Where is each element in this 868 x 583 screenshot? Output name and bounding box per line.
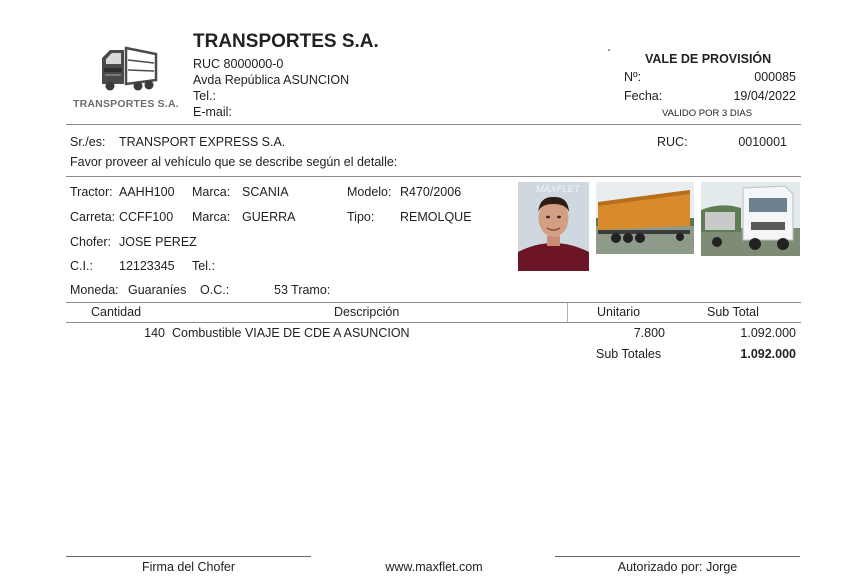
id-value: 12123345 (119, 259, 175, 273)
corner-mark (608, 49, 610, 51)
col-header-qty: Cantidad (91, 305, 142, 319)
voucher-number-label: Nº: (624, 70, 642, 84)
table-header-border (66, 322, 801, 323)
row-qty: 140 (144, 326, 165, 340)
logo-caption: TRANSPORTES S.A. (73, 98, 179, 110)
voucher-number: 000085 (754, 70, 796, 84)
row-desc: Combustible VIAJE DE CDE A ASUNCION (172, 326, 410, 340)
voucher-validity: VALIDO POR 3 DIAS (662, 108, 753, 119)
currency-value: Guaraníes (128, 283, 187, 297)
id-label: C.I.: (70, 259, 93, 273)
company-address: Avda República ASUNCION (193, 73, 350, 87)
website-link[interactable]: www.maxflet.com (385, 560, 483, 574)
row-subtotal: 1.092.000 (740, 326, 796, 340)
trailer-label: Carreta: (70, 210, 116, 224)
driver-signature-label: Firma del Chofer (141, 560, 236, 574)
oc-label: O.C.: (200, 283, 230, 297)
company-name: TRANSPORTES S.A. (193, 31, 379, 52)
type-label: Tipo: (347, 210, 375, 224)
totals-label: Sub Totales (596, 347, 662, 361)
request-text: Favor proveer al vehículo que se describe según el detalle: (70, 155, 398, 169)
voucher-title: VALE DE PROVISIÓN (645, 52, 772, 66)
model-value: R470/2006 (400, 185, 462, 199)
voucher-date-label: Fecha: (624, 89, 663, 103)
route-label: 53 Tramo: (274, 283, 331, 297)
authorized-signature-line (555, 556, 800, 557)
currency-label: Moneda: (70, 283, 119, 297)
model-label: Modelo: (347, 185, 392, 199)
tractor-label: Tractor: (70, 185, 113, 199)
row-unit: 7.800 (633, 326, 665, 340)
table-column-separator (567, 303, 568, 322)
authorized-label: Autorizado por: Jorge (617, 560, 738, 574)
voucher-date: 19/04/2022 (733, 89, 796, 103)
driver-tel-label: Tel.: (192, 259, 215, 273)
trailer-brand-value: GUERRA (242, 210, 296, 224)
header-divider (66, 124, 801, 125)
table-top-border (66, 302, 801, 303)
totals-value: 1.092.000 (740, 347, 796, 361)
type-value: REMOLQUE (400, 210, 472, 224)
col-header-desc: Descripción (334, 305, 400, 319)
company-ruc: RUC 8000000-0 (193, 57, 284, 71)
tractor-brand-value: SCANIA (242, 185, 289, 199)
recipient-ruc: 0010001 (738, 135, 787, 149)
driver-photo (518, 182, 589, 271)
company-phone-label: Tel.: (193, 89, 216, 103)
col-header-unit: Unitario (597, 305, 641, 319)
truck-photo (701, 182, 800, 256)
driver-label: Chofer: (70, 235, 111, 249)
recipient-label: Sr./es: (70, 135, 106, 149)
trailer-photo (596, 182, 694, 254)
company-logo (96, 44, 160, 92)
trailer-value: CCFF100 (119, 210, 174, 224)
driver-value: JOSE PEREZ (119, 235, 197, 249)
driver-signature-line (66, 556, 311, 557)
truck-icon (96, 44, 160, 92)
photo-watermark: MAXFLET (536, 184, 580, 195)
tractor-brand-label: Marca: (192, 185, 231, 199)
company-email-label: E-mail: (193, 105, 232, 119)
recipient-name: TRANSPORT EXPRESS S.A. (119, 135, 286, 149)
recipient-divider (66, 176, 801, 177)
tractor-value: AAHH100 (119, 185, 175, 199)
trailer-brand-label: Marca: (192, 210, 231, 224)
col-header-subtotal: Sub Total (707, 305, 759, 319)
recipient-ruc-label: RUC: (657, 135, 688, 149)
